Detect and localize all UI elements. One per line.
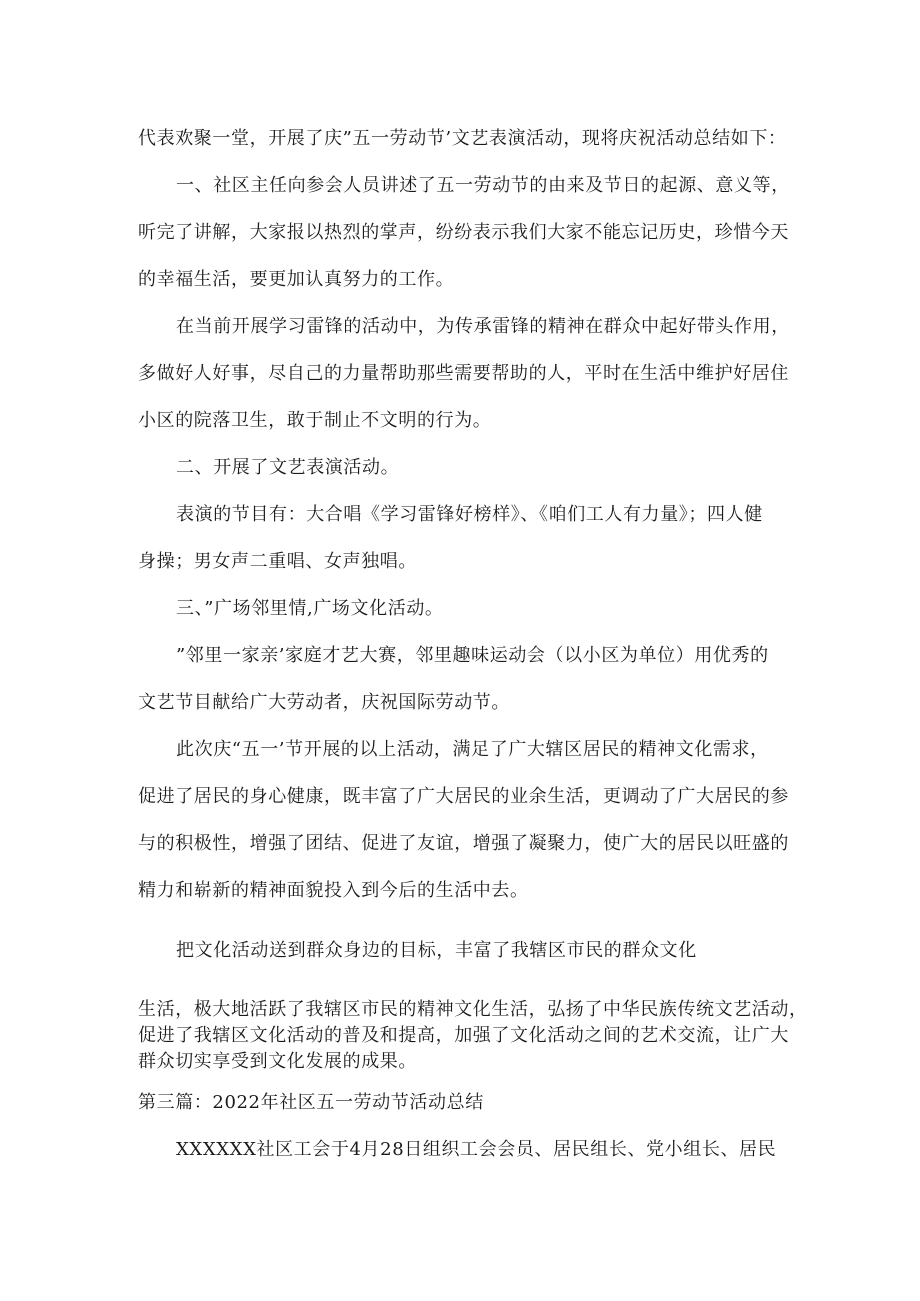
text-line: 表演的节目有：大合唱《学习雷锋好榜样》、《咱们工人有力量》；四人健 [176,504,763,525]
text-line: 精力和崭新的精神面貌投入到今后的生活中去。 [138,880,529,901]
text-line: 小区的院落卫生，敢于制止不文明的行为。 [138,410,492,431]
text-line: 群众切实享受到文化发展的成果。 [138,1051,417,1072]
text-line: 三、”广场邻里情,广场文化活动。 [176,598,444,619]
text-line: 与的积极性，增强了团结、促进了友谊，增强了凝聚力，使广大的居民以旺盛的 [138,833,789,854]
text-line: XXXXXX社区工会于4月28日组织工会会员、居民组长、党小组长、居民 [176,1139,777,1160]
text-line: ”邻里一家亲’家庭才艺大赛，邻里趣味运动会（以小区为单位）用优秀的 [176,645,769,666]
text-line: 文艺节目献给广大劳动者，庆祝国际劳动节。 [138,692,510,713]
text-line: 多做好人好事，尽自己的力量帮助那些需要帮助的人，平时在生活中维护好居住 [138,363,789,384]
text-line: 促进了我辖区文化活动的普及和提高，加强了文化活动之间的艺术交流，让广大 [138,1025,789,1046]
text-line: 在当前开展学习雷锋的活动中，为传承雷锋的精神在群众中起好带头作用， [176,316,790,337]
section-heading: 第三篇：2022年社区五一劳动节活动总结 [138,1092,484,1113]
text-line: 此次庆“五一’节开展的以上活动，满足了广大辖区居民的精神文化需求， [176,739,769,760]
text-line: 听完了讲解，大家报以热烈的掌声，纷纷表示我们大家不能忘记历史，珍惜今天 [138,222,789,243]
text-line: 代表欢聚一堂，开展了庆”五一劳动节’文艺表演活动，现将庆祝活动总结如下： [138,128,787,149]
text-line: 生活，极大地活跃了我辖区市民的精神文化生活，弘扬了中华民族传统文艺活动， [138,999,808,1020]
text-line: 把文化活动送到群众身边的目标，丰富了我辖区市民的群众文化 [176,940,697,961]
text-line: 促进了居民的身心健康，既丰富了广大居民的业余生活，更调动了广大居民的参 [138,786,789,807]
text-line: 的幸福生活，要更加认真努力的工作。 [138,269,455,290]
text-line: 身操；男女声二重唱、女声独唱。 [138,551,417,572]
text-line: 一、社区主任向参会人员讲述了五一劳动节的由来及节日的起源、意义等， [176,175,790,196]
text-line: 二、开展了文艺表演活动。 [176,457,400,478]
